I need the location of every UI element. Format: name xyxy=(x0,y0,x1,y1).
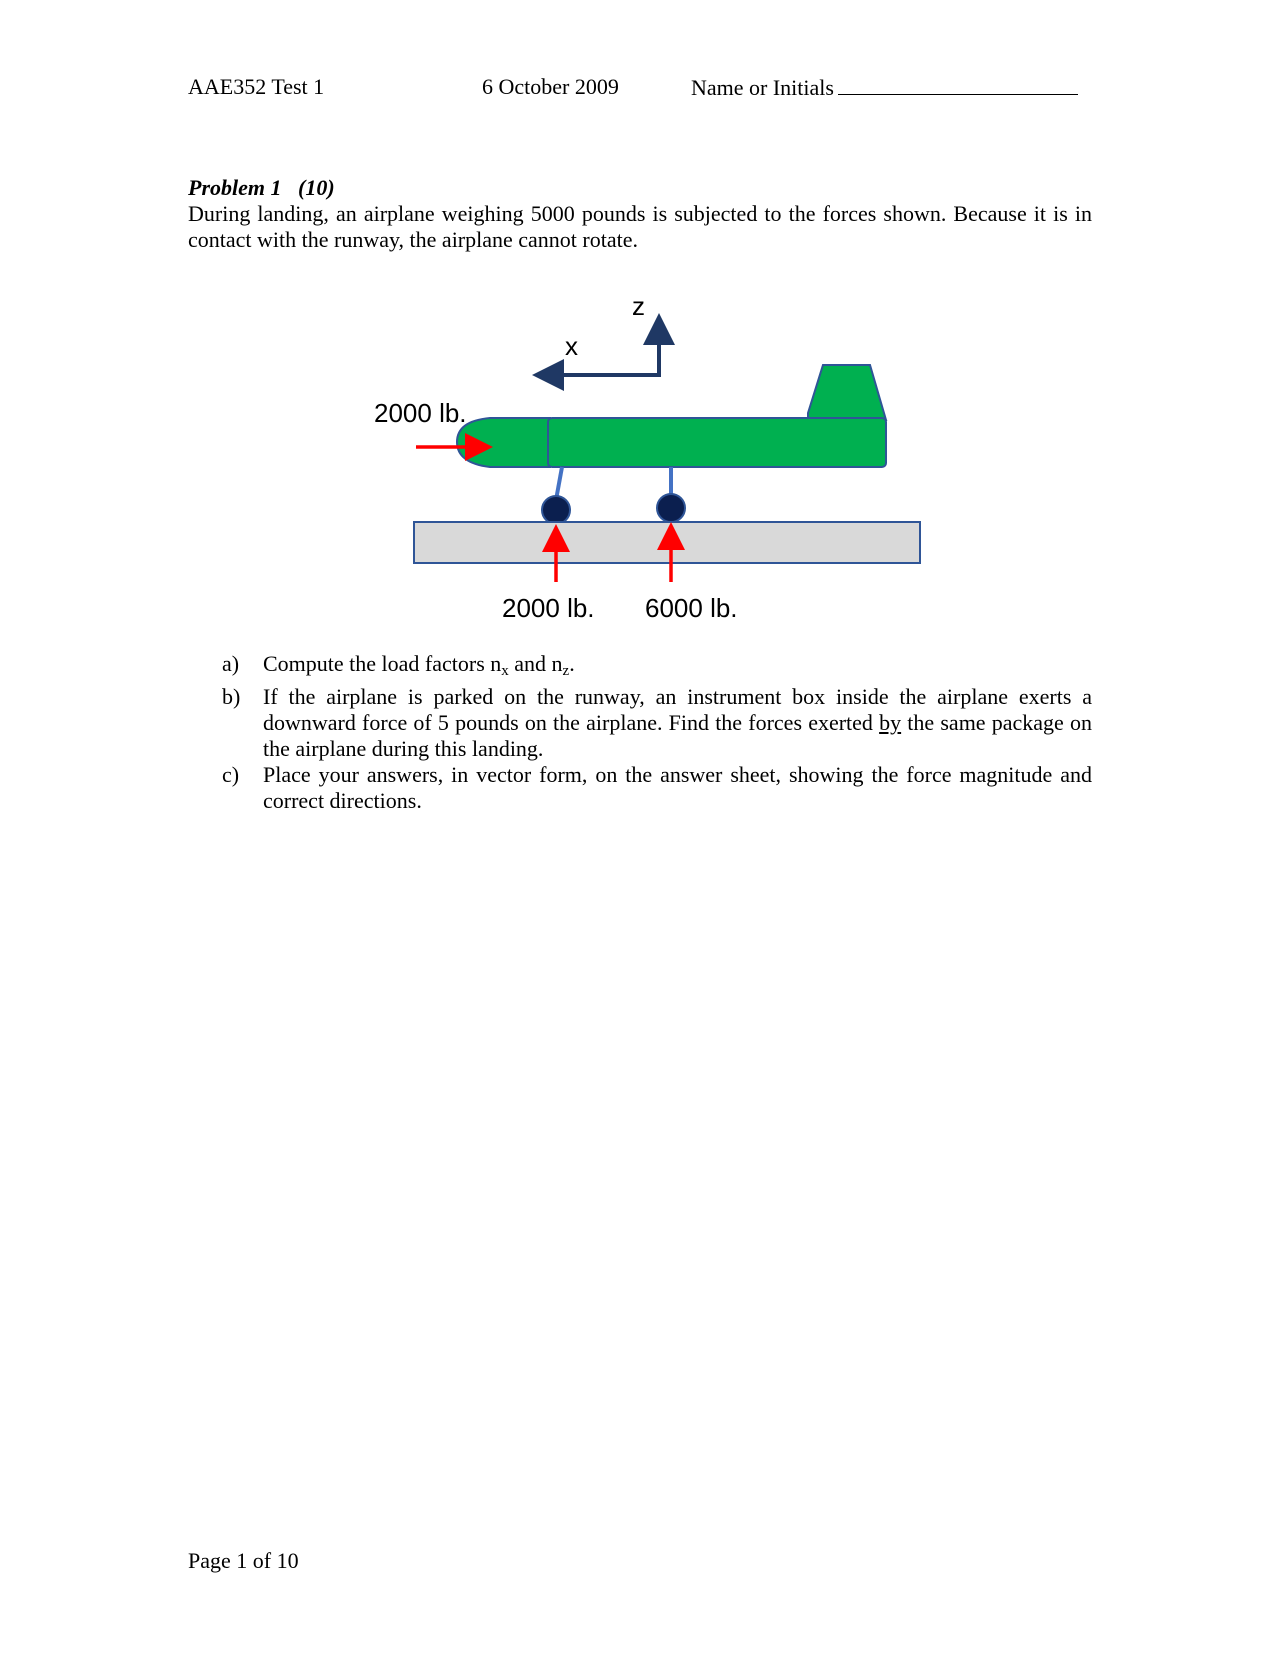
subscript-x: x xyxy=(501,663,509,679)
question-b xyxy=(222,684,1092,762)
airplane-fuselage xyxy=(548,418,886,467)
question-c-text: Place your answers, in vector form, on the answer sheet, showing the force magnitude and correct directions. xyxy=(263,762,1092,813)
question-c xyxy=(222,762,1092,814)
question-a-label: a) xyxy=(222,651,240,676)
airplane-figure xyxy=(360,285,930,625)
front-wheel xyxy=(542,496,570,524)
test-date: 6 October 2009 xyxy=(482,74,619,99)
name-field xyxy=(691,74,1078,101)
question-a-text-mid: and n xyxy=(508,651,563,676)
page-header xyxy=(188,74,1092,104)
rear-wheel xyxy=(657,494,685,522)
question-a xyxy=(222,651,1092,684)
name-blank-line xyxy=(838,74,1078,95)
front-gear-force-label: 2000 lb. xyxy=(502,593,595,623)
axis-x-label: x xyxy=(565,331,578,361)
question-b-label: b) xyxy=(222,684,241,709)
airplane-nose xyxy=(457,418,550,467)
question-list xyxy=(222,651,1092,814)
axis-z-label: z xyxy=(632,291,645,321)
page-number: Page 1 of 10 xyxy=(188,1548,299,1573)
problem-statement: During landing, an airplane weighing 5000 pounds is subjected to the forces shown. Because it is in contact with the runway, the airplane cannot rotate. xyxy=(188,201,1092,252)
airplane-tail-fin xyxy=(808,365,886,420)
question-b-text-end: the same package on the airplane during this landing. xyxy=(263,710,1092,761)
nose-force-label: 2000 lb. xyxy=(374,398,467,428)
problem-title: Problem 1 (10) xyxy=(188,175,335,200)
runway xyxy=(414,522,920,563)
subscript-z: z xyxy=(562,663,570,679)
airplane-diagram xyxy=(360,285,930,625)
problem-block xyxy=(188,175,1092,253)
underlined-by: by xyxy=(879,710,902,735)
question-a-text: Compute the load factors n xyxy=(263,651,502,676)
rear-gear-force-label: 6000 lb. xyxy=(645,593,738,623)
course-title: AAE352 Test 1 xyxy=(188,74,325,99)
question-b-text: If the airplane is parked on the runway, an instrument box inside the airplane exerts a downward force of 5 pounds on the airplane. Find the forces exerted xyxy=(263,684,1092,735)
name-label: Name or Initials xyxy=(691,75,834,100)
question-a-text-end: . xyxy=(569,651,575,676)
question-c-label: c) xyxy=(222,762,240,787)
